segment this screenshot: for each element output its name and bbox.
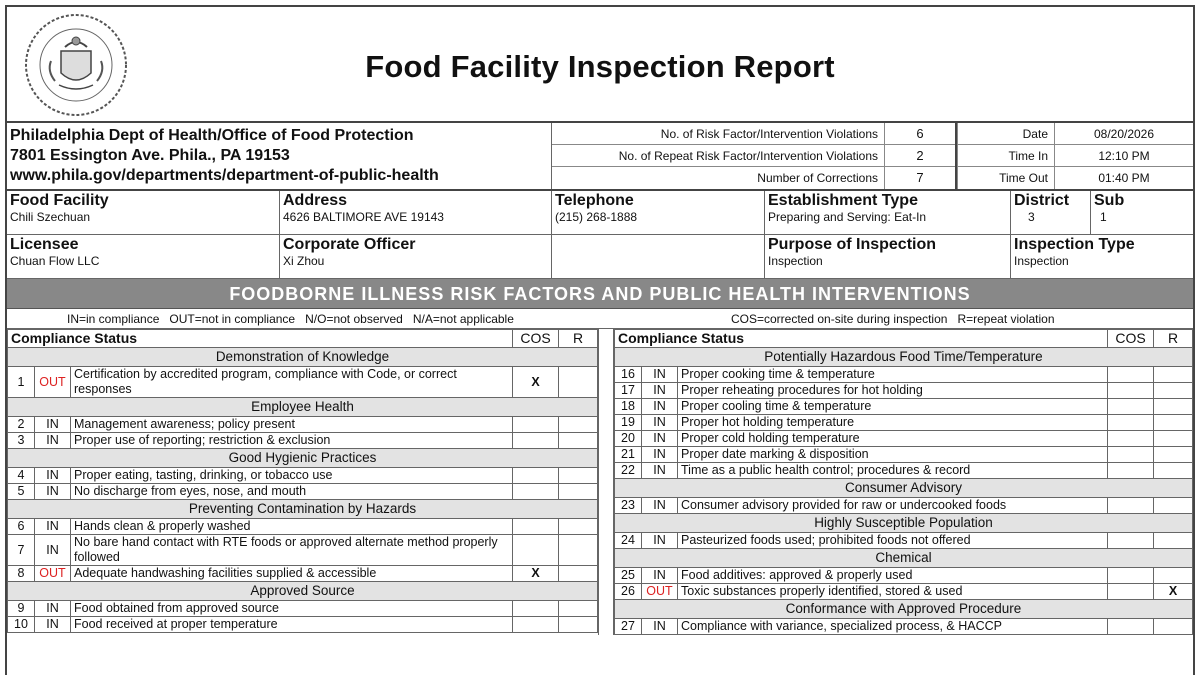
repeat-header: R bbox=[559, 330, 598, 348]
cos-header: COS bbox=[513, 330, 559, 348]
category-title: Preventing Contamination by Hazards bbox=[8, 500, 598, 519]
address-value: 4626 BALTIMORE AVE 19143 bbox=[283, 210, 444, 224]
item-number: 20 bbox=[615, 431, 642, 447]
item-status: OUT bbox=[642, 584, 678, 600]
item-number: 17 bbox=[615, 383, 642, 399]
item-number: 4 bbox=[8, 468, 35, 484]
item-description: Food obtained from approved source bbox=[71, 601, 513, 617]
item-description: Adequate handwashing facilities supplied & accessible bbox=[71, 566, 513, 582]
table-row bbox=[615, 383, 1193, 399]
category-title: Conformance with Approved Procedure bbox=[615, 600, 1193, 619]
item-status: IN bbox=[642, 619, 678, 635]
item-status: IN bbox=[642, 533, 678, 549]
table-row bbox=[615, 431, 1193, 447]
item-number: 6 bbox=[8, 519, 35, 535]
item-repeat bbox=[559, 468, 598, 484]
violation-counts bbox=[552, 123, 957, 189]
risk-violations-label: No. of Risk Factor/Intervention Violations bbox=[552, 123, 885, 144]
item-repeat bbox=[1154, 431, 1193, 447]
item-number: 25 bbox=[615, 568, 642, 584]
corrections-value: 7 bbox=[916, 170, 924, 185]
item-description: Consumer advisory provided for raw or undercooked foods bbox=[678, 498, 1108, 514]
table-row bbox=[8, 519, 598, 535]
repeat-header: R bbox=[1154, 330, 1193, 348]
category-title: Potentially Hazardous Food Time/Temperature bbox=[615, 348, 1193, 367]
time-out-label: Time Out bbox=[957, 167, 1055, 189]
item-cos: X bbox=[513, 367, 559, 398]
item-number: 18 bbox=[615, 399, 642, 415]
item-repeat bbox=[1154, 533, 1193, 549]
item-repeat bbox=[1154, 619, 1193, 635]
item-repeat bbox=[559, 367, 598, 398]
agency-name: Philadelphia Dept of Health/Office of Food Protection bbox=[10, 127, 414, 144]
item-number: 27 bbox=[615, 619, 642, 635]
telephone-value: (215) 268-1888 bbox=[555, 210, 638, 224]
licensee-row bbox=[7, 235, 1193, 279]
table-row bbox=[615, 568, 1193, 584]
date-value: 08/20/2026 bbox=[1093, 127, 1155, 141]
item-description: No bare hand contact with RTE foods or approved alternate method properly followed bbox=[71, 535, 513, 566]
table-row bbox=[615, 399, 1193, 415]
category-title: Chemical bbox=[615, 549, 1193, 568]
item-description: Food additives: approved & properly used bbox=[678, 568, 1108, 584]
item-repeat bbox=[559, 433, 598, 449]
date-time-block bbox=[957, 123, 1193, 189]
blank-cell bbox=[552, 235, 765, 278]
item-cos bbox=[1108, 383, 1154, 399]
agency-block bbox=[7, 123, 552, 189]
item-repeat bbox=[1154, 383, 1193, 399]
item-repeat bbox=[559, 566, 598, 582]
category-title: Good Hygienic Practices bbox=[8, 449, 598, 468]
item-cos bbox=[1108, 431, 1154, 447]
item-cos bbox=[513, 535, 559, 566]
date-label: Date bbox=[957, 123, 1055, 144]
food-facility-label: Food Facility bbox=[10, 192, 109, 209]
item-cos bbox=[513, 468, 559, 484]
sub-cell bbox=[1091, 191, 1193, 234]
compliance-columns bbox=[7, 329, 1193, 635]
table-row bbox=[8, 535, 598, 566]
table-row bbox=[615, 447, 1193, 463]
item-cos bbox=[513, 417, 559, 433]
item-repeat bbox=[1154, 498, 1193, 514]
category-row bbox=[615, 348, 1193, 367]
legend-cos-codes: COS=corrected on-site during inspection R=repeat violation bbox=[731, 312, 1055, 326]
table-row bbox=[8, 566, 598, 582]
agency-address: 7801 Essington Ave. Phila., PA 19153 bbox=[10, 147, 290, 164]
item-repeat bbox=[559, 601, 598, 617]
item-number: 21 bbox=[615, 447, 642, 463]
item-repeat bbox=[1154, 463, 1193, 479]
item-cos bbox=[513, 617, 559, 633]
item-number: 2 bbox=[8, 417, 35, 433]
item-status: IN bbox=[35, 601, 71, 617]
item-number: 16 bbox=[615, 367, 642, 383]
column-gap bbox=[599, 329, 613, 635]
item-status: OUT bbox=[35, 566, 71, 582]
item-cos bbox=[1108, 399, 1154, 415]
item-status: IN bbox=[35, 519, 71, 535]
item-description: Time as a public health control; procedures & record bbox=[678, 463, 1108, 479]
report-header bbox=[7, 7, 1193, 123]
item-repeat bbox=[559, 417, 598, 433]
item-number: 5 bbox=[8, 484, 35, 500]
item-number: 1 bbox=[8, 367, 35, 398]
item-cos bbox=[513, 601, 559, 617]
item-cos bbox=[1108, 498, 1154, 514]
district-value: 3 bbox=[1028, 210, 1035, 224]
item-cos bbox=[1108, 619, 1154, 635]
telephone-cell bbox=[552, 191, 765, 234]
facility-row bbox=[7, 191, 1193, 235]
item-cos bbox=[1108, 447, 1154, 463]
cos-header: COS bbox=[1108, 330, 1154, 348]
item-repeat: X bbox=[1154, 584, 1193, 600]
item-status: IN bbox=[35, 484, 71, 500]
item-status: OUT bbox=[35, 367, 71, 398]
item-cos bbox=[513, 484, 559, 500]
item-repeat bbox=[1154, 399, 1193, 415]
item-number: 24 bbox=[615, 533, 642, 549]
item-status: IN bbox=[642, 568, 678, 584]
item-number: 19 bbox=[615, 415, 642, 431]
licensee-cell bbox=[7, 235, 280, 278]
table-row bbox=[615, 463, 1193, 479]
item-description: Proper cooking time & temperature bbox=[678, 367, 1108, 383]
agency-website: www.phila.gov/departments/department-of-public-health bbox=[10, 167, 439, 184]
item-description: Proper reheating procedures for hot holding bbox=[678, 383, 1108, 399]
item-cos bbox=[1108, 568, 1154, 584]
item-status: IN bbox=[35, 433, 71, 449]
item-cos bbox=[1108, 463, 1154, 479]
category-row bbox=[8, 348, 598, 367]
item-description: Proper hot holding temperature bbox=[678, 415, 1108, 431]
category-title: Highly Susceptible Population bbox=[615, 514, 1193, 533]
inspection-report bbox=[5, 5, 1195, 675]
time-in-label: Time In bbox=[957, 145, 1055, 166]
category-row bbox=[615, 514, 1193, 533]
purpose-label: Purpose of Inspection bbox=[768, 236, 937, 253]
table-row bbox=[8, 484, 598, 500]
item-status: IN bbox=[642, 367, 678, 383]
corrections-label: Number of Corrections bbox=[552, 167, 885, 189]
legend bbox=[7, 309, 1193, 329]
address-label: Address bbox=[283, 192, 348, 209]
item-repeat bbox=[559, 519, 598, 535]
item-number: 23 bbox=[615, 498, 642, 514]
compliance-status-header: Compliance Status bbox=[615, 330, 1108, 348]
repeat-violations-label: No. of Repeat Risk Factor/Intervention Violations bbox=[552, 145, 885, 166]
category-title: Employee Health bbox=[8, 398, 598, 417]
item-repeat bbox=[1154, 447, 1193, 463]
item-status: IN bbox=[35, 417, 71, 433]
purpose-cell bbox=[765, 235, 1011, 278]
table-row bbox=[615, 584, 1193, 600]
item-status: IN bbox=[642, 399, 678, 415]
table-row bbox=[8, 468, 598, 484]
item-cos bbox=[1108, 367, 1154, 383]
table-row bbox=[615, 367, 1193, 383]
right-compliance-column bbox=[613, 329, 1193, 635]
category-title: Approved Source bbox=[8, 582, 598, 601]
corporate-officer-cell bbox=[280, 235, 552, 278]
category-row bbox=[8, 398, 598, 417]
item-repeat bbox=[1154, 367, 1193, 383]
page-title: Food Facility Inspection Report bbox=[365, 49, 835, 84]
item-status: IN bbox=[35, 617, 71, 633]
item-description: No discharge from eyes, nose, and mouth bbox=[71, 484, 513, 500]
food-facility-cell bbox=[7, 191, 280, 234]
item-number: 10 bbox=[8, 617, 35, 633]
agency-info-row bbox=[7, 123, 1193, 191]
time-out-value: 01:40 PM bbox=[1098, 171, 1150, 185]
licensee-value: Chuan Flow LLC bbox=[10, 254, 100, 268]
item-cos bbox=[1108, 584, 1154, 600]
risk-violations-value: 6 bbox=[916, 126, 924, 141]
category-title: Demonstration of Knowledge bbox=[8, 348, 598, 367]
item-number: 9 bbox=[8, 601, 35, 617]
table-row bbox=[615, 619, 1193, 635]
item-cos bbox=[1108, 415, 1154, 431]
item-description: Hands clean & properly washed bbox=[71, 519, 513, 535]
inspection-type-label: Inspection Type bbox=[1014, 236, 1135, 253]
telephone-label: Telephone bbox=[555, 192, 634, 209]
item-repeat bbox=[559, 535, 598, 566]
table-row bbox=[8, 367, 598, 398]
sub-value: 1 bbox=[1100, 210, 1107, 224]
item-description: Food received at proper temperature bbox=[71, 617, 513, 633]
item-repeat bbox=[1154, 568, 1193, 584]
item-description: Certification by accredited program, compliance with Code, or correct responses bbox=[71, 367, 513, 398]
inspection-type-cell bbox=[1011, 235, 1193, 278]
left-compliance-table bbox=[7, 329, 598, 633]
item-status: IN bbox=[642, 447, 678, 463]
table-row bbox=[8, 617, 598, 633]
item-cos bbox=[513, 519, 559, 535]
category-row bbox=[8, 449, 598, 468]
compliance-status-header: Compliance Status bbox=[8, 330, 513, 348]
establishment-label: Establishment Type bbox=[768, 192, 918, 209]
item-description: Proper use of reporting; restriction & exclusion bbox=[71, 433, 513, 449]
item-status: IN bbox=[642, 383, 678, 399]
establishment-cell bbox=[765, 191, 1011, 234]
item-repeat bbox=[559, 484, 598, 500]
item-status: IN bbox=[35, 468, 71, 484]
district-label: District bbox=[1014, 192, 1070, 209]
item-description: Compliance with variance, specialized process, & HACCP bbox=[678, 619, 1108, 635]
establishment-value: Preparing and Serving: Eat-In bbox=[768, 210, 927, 224]
item-number: 3 bbox=[8, 433, 35, 449]
item-number: 22 bbox=[615, 463, 642, 479]
item-repeat bbox=[559, 617, 598, 633]
corporate-officer-value: Xi Zhou bbox=[283, 254, 325, 268]
section-banner: FOODBORNE ILLNESS RISK FACTORS AND PUBLIC HEALTH INTERVENTIONS bbox=[7, 279, 1193, 309]
category-row bbox=[615, 479, 1193, 498]
table-row bbox=[615, 415, 1193, 431]
district-cell bbox=[1011, 191, 1091, 234]
table-row bbox=[8, 433, 598, 449]
item-description: Toxic substances properly identified, stored & used bbox=[678, 584, 1108, 600]
item-number: 26 bbox=[615, 584, 642, 600]
item-description: Proper date marking & disposition bbox=[678, 447, 1108, 463]
category-row bbox=[8, 582, 598, 601]
table-row bbox=[615, 533, 1193, 549]
address-cell bbox=[280, 191, 552, 234]
item-repeat bbox=[1154, 415, 1193, 431]
table-row bbox=[615, 498, 1193, 514]
food-facility-value: Chili Szechuan bbox=[10, 210, 91, 224]
category-row bbox=[615, 600, 1193, 619]
item-number: 8 bbox=[8, 566, 35, 582]
category-row bbox=[615, 549, 1193, 568]
item-description: Proper eating, tasting, drinking, or tobacco use bbox=[71, 468, 513, 484]
item-cos bbox=[513, 433, 559, 449]
left-compliance-column bbox=[7, 329, 599, 635]
category-title: Consumer Advisory bbox=[615, 479, 1193, 498]
table-row bbox=[8, 601, 598, 617]
licensee-label: Licensee bbox=[10, 236, 79, 253]
category-row bbox=[8, 500, 598, 519]
item-status: IN bbox=[642, 415, 678, 431]
item-status: IN bbox=[35, 535, 71, 566]
item-cos: X bbox=[513, 566, 559, 582]
item-status: IN bbox=[642, 498, 678, 514]
item-description: Pasteurized foods used; prohibited foods not offered bbox=[678, 533, 1108, 549]
repeat-violations-value: 2 bbox=[916, 148, 924, 163]
item-status: IN bbox=[642, 463, 678, 479]
item-description: Management awareness; policy present bbox=[71, 417, 513, 433]
item-description: Proper cooling time & temperature bbox=[678, 399, 1108, 415]
item-status: IN bbox=[642, 431, 678, 447]
right-compliance-table bbox=[614, 329, 1193, 635]
item-number: 7 bbox=[8, 535, 35, 566]
corporate-officer-label: Corporate Officer bbox=[283, 236, 416, 253]
item-description: Proper cold holding temperature bbox=[678, 431, 1108, 447]
legend-status-codes: IN=in compliance OUT=not in compliance N/O=not observed N/A=not applicable bbox=[67, 312, 514, 326]
sub-label: Sub bbox=[1094, 192, 1125, 209]
item-cos bbox=[1108, 533, 1154, 549]
table-row bbox=[8, 417, 598, 433]
purpose-value: Inspection bbox=[768, 254, 823, 268]
time-in-value: 12:10 PM bbox=[1098, 149, 1150, 163]
inspection-type-value: Inspection bbox=[1014, 254, 1069, 268]
